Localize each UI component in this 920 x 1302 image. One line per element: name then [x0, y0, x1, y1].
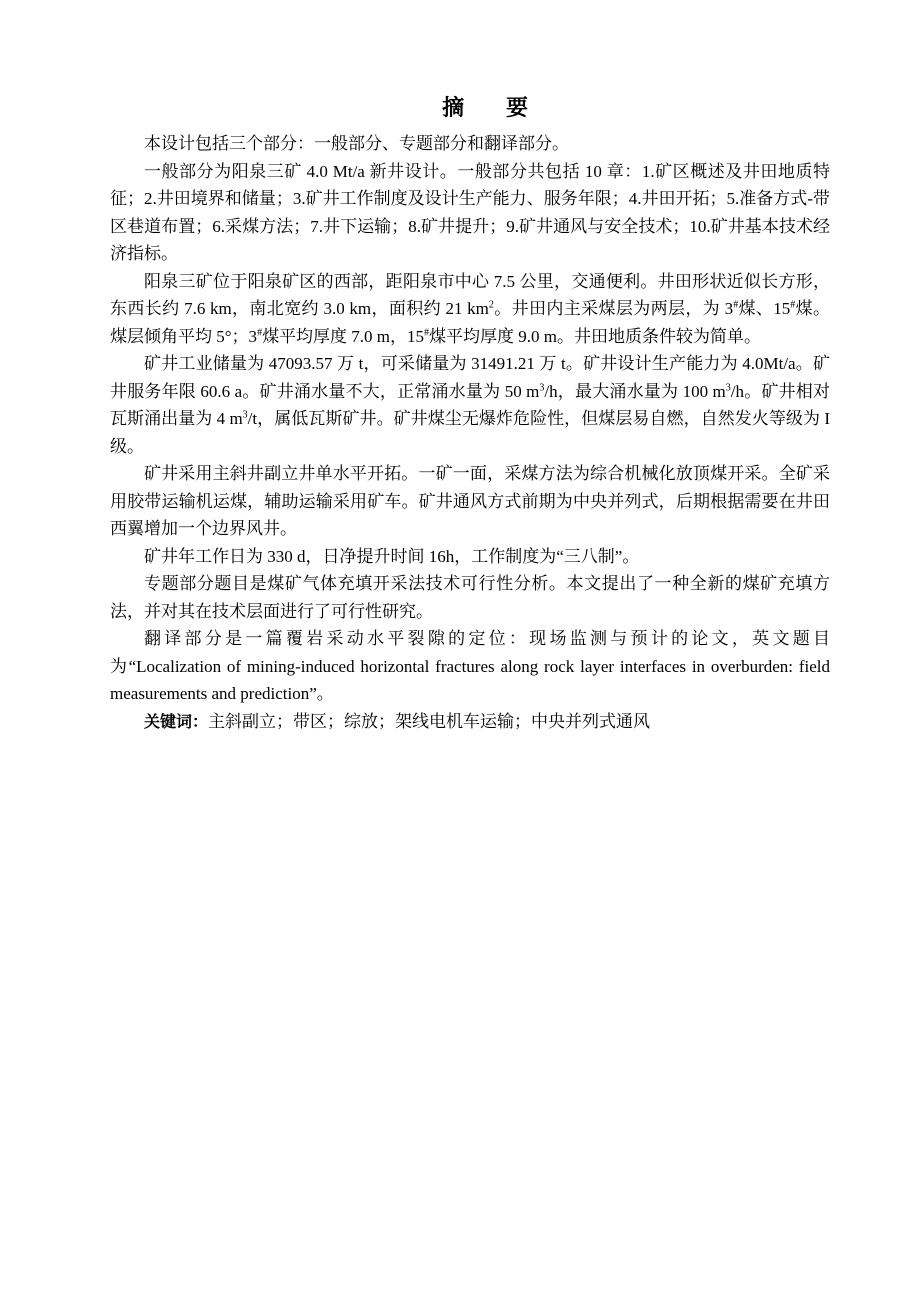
paragraph-working-system: 矿井年工作日为 330 d，日净提升时间 16h，工作制度为“三八制”。: [144, 546, 640, 566]
superscript: #: [424, 326, 430, 338]
abstract-title: 摘 要: [442, 96, 538, 121]
paragraph-special-topic: 专题部分题目是煤矿气体充填开采法技术可行性分析。本文提出了一种全新的煤矿充填方法，并对其在技术层面进行了可行性研究。: [110, 574, 830, 621]
text-run: 煤。煤层倾角平均 5°；3: [110, 299, 831, 346]
superscript: #: [257, 326, 263, 338]
text-run: 煤、15: [738, 299, 791, 318]
abstract-body: [110, 130, 830, 735]
text-run: /h。矿井相对瓦斯涌出量为 4 m: [110, 381, 830, 428]
text-run: /h，最大涌水量为 100 m: [544, 381, 726, 401]
keywords-line: [110, 708, 830, 736]
superscript: 3: [539, 381, 545, 393]
text-run: 煤平均厚度 7.0 m，15: [262, 326, 425, 346]
paragraph-translation: 翻译部分是一篇覆岩采动水平裂隙的定位：现场监测与预计的论文，英文题目为“Localization of mining-induced horizontal fractures along rock layer interfaces in overburden: field measurements and prediction”。: [110, 629, 830, 703]
text-run: /t，属低瓦斯矿井。矿井煤尘无爆炸危险性，但煤层易自燃，自然发火等级为 I 级。: [110, 409, 830, 456]
superscript: #: [790, 299, 796, 311]
paragraph-development: 矿井采用主斜井副立井单水平开拓。一矿一面，采煤方法为综合机械化放顶煤开采。全矿采用胶带运输机运煤，辅助运输采用矿车。矿井通风方式前期为中央并列式，后期根据需要在井田西翼增加一个边界风井。: [110, 464, 830, 538]
text-run: 阳泉三矿位于阳泉矿区的西部，距阳泉市中心 7.5 公里，交通便利。井田形状近似长方形，东西长约 7.6 km，南北宽约 3.0 km，面积约 21 km: [110, 271, 830, 318]
text-run: 煤平均厚度 9.0 m。井田地质条件较为简单。: [429, 326, 762, 346]
text-run: 。井田内主采煤层为两层，为 3: [493, 299, 734, 318]
superscript: #: [733, 299, 739, 311]
text-run: 矿井工业储量为 47093.57 万 t，可采储量为 31491.21 万 t。矿井设计生产能力为 4.0Mt/a。矿井服务年限 60.6 a。矿井涌水量不大，正常涌水量为 50 m: [110, 354, 830, 401]
superscript: 3: [725, 381, 731, 393]
superscript: 3: [242, 409, 248, 421]
keywords-label: 关键词：: [144, 711, 209, 731]
superscript: 2: [488, 299, 494, 311]
paragraph-intro: 本设计包括三个部分：一般部分、专题部分和翻译部分。: [144, 134, 569, 153]
paragraph-reserves: [110, 350, 830, 460]
paragraph-mine-location: [110, 268, 830, 351]
keywords-text: 主斜副立；带区；综放；架线电机车运输；中央并列式通风: [208, 711, 651, 731]
paragraph-general-part: 一般部分为阳泉三矿 4.0 Mt/a 新井设计。一般部分共包括 10 章：1.矿区概述及井田地质特征；2.井田境界和储量；3.矿井工作制度及设计生产能力、服务年限；4.井田开拓；5.准备方式-带区巷道布置；6.采煤方法；7.井下运输；8.矿井提升；9.矿井通风与安全技术；10.矿井基本技术经济指标。: [110, 161, 830, 263]
